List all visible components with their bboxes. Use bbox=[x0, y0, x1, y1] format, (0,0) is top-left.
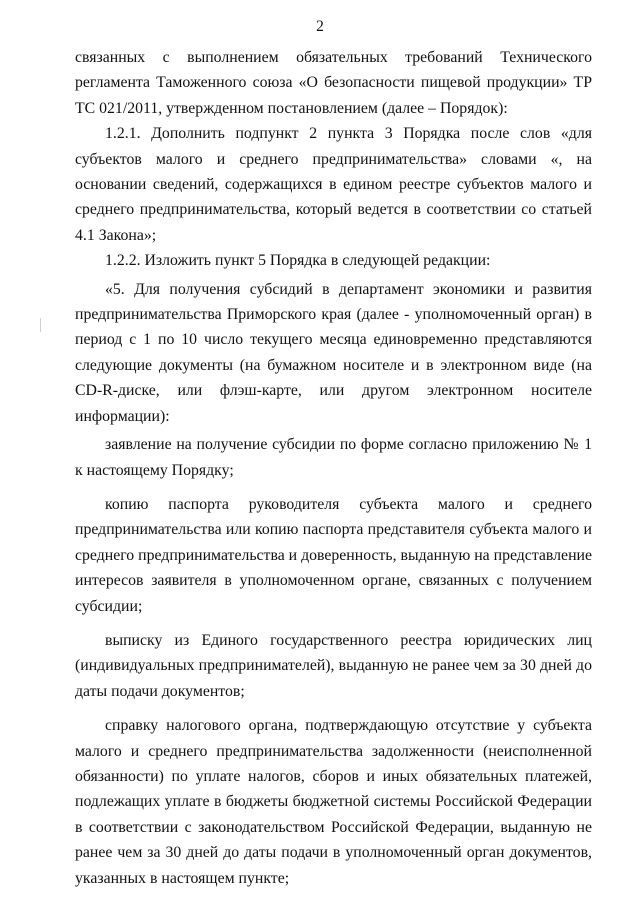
paragraph-registry-extract: выписку из Единого государственного реестра юридических лиц (индивидуальных предпринимателей), выданную не ранее чем за 30 дней до даты подачи документов; bbox=[75, 631, 592, 700]
paragraph-passport-copy: копию паспорта руководителя субъекта малого и среднего предпринимательства или копию паспорта представителя субъекта малого и среднего предпринимательства и доверенность, выданную на представление интересов заявителя в уполномоченном органе, связанных с получением субсидии; bbox=[75, 495, 592, 615]
page-number: 2 bbox=[316, 18, 324, 35]
margin-mark bbox=[40, 318, 41, 332]
paragraph-1-2-2: 1.2.2. Изложить пункт 5 Порядка в следующей редакции: bbox=[105, 252, 491, 270]
paragraph-1-2-1: 1.2.1. Дополнить подпункт 2 пункта 3 Порядка после слов «для субъектов малого и среднего предпринимательства» словами «, на основании сведений, содержащихся в едином реестре субъектов малого и среднего предпринимательства, который ведется в соответствии со статьей 4.1 Закона»; bbox=[75, 125, 592, 244]
paragraph-point-5: «5. Для получения субсидий в департамент экономики и развития предпринимательства Приморского края (далее - уполномоченный орган) в период с 1 по 10 число текущего месяца единовременно представляются следующие документы (на бумажном носителе и в электронном виде (на CD-R-диске, или флэш-карте, или другом электронном носителе информации): bbox=[75, 280, 592, 425]
paragraph-tax-certificate: справку налогового органа, подтверждающую отсутствие у субъекта малого и среднего предпринимательства задолженности (неисполненной обязанности) по уплате налогов, сборов и иных обязательных платежей, подлежащих уплате в бюджеты бюджетной системы Российской Федерации в соответствии с законодательством Российской Федерации, выданную не ранее чем за 30 дней до даты подачи в уполномоченный орган документов, указанных в настоящем пункте; bbox=[75, 717, 592, 887]
paragraph-application: заявление на получение субсидии по форме согласно приложению № 1 к настоящему Порядку; bbox=[75, 436, 592, 479]
document-body bbox=[75, 45, 592, 891]
paragraph-continuation: связанных с выполнением обязательных требований Технического регламента Таможенного союза «О безопасности пищевой продукции» ТР ТС 021/2011, утвержденном постановлением (далее – Порядок): bbox=[75, 49, 592, 117]
